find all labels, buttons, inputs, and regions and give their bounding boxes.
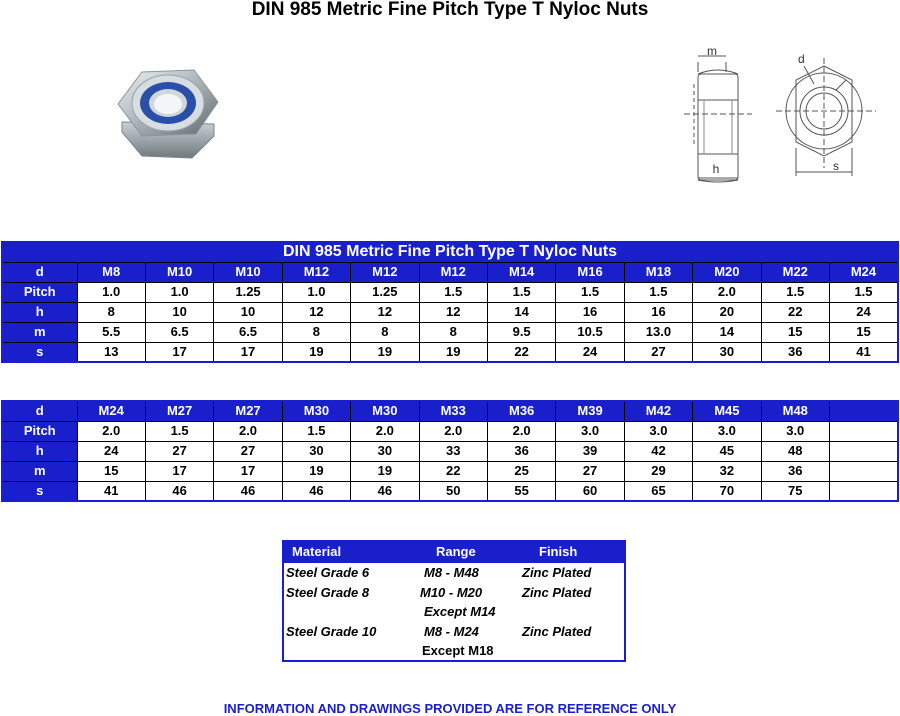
value-cell: 25 [487,461,555,481]
range-grade10: M8 - M24 [424,624,479,639]
value-cell: 65 [624,481,692,501]
row-label: s [2,481,77,501]
value-cell: 9.5 [487,322,555,342]
value-cell: 50 [419,481,487,501]
size-cell: M12 [282,262,350,282]
value-cell: 24 [829,302,898,322]
value-cell: 12 [419,302,487,322]
label-d: d [798,52,805,66]
row-label: h [2,302,77,322]
material-table [282,540,626,662]
table-row [2,441,898,461]
value-cell: 27 [624,342,692,362]
dimension-table-1 [1,241,899,363]
value-cell: 3.0 [556,421,624,441]
row-label: h [2,441,77,461]
value-cell: 16 [624,302,692,322]
value-cell: 30 [351,441,419,461]
nut-technical-drawing [676,44,888,190]
value-cell: 41 [77,481,145,501]
value-cell: 8 [77,302,145,322]
material-grade10: Steel Grade 10 [286,624,377,639]
value-cell: 15 [761,322,829,342]
value-cell: 2.0 [487,421,555,441]
value-cell: 42 [624,441,692,461]
size-cell: M30 [282,401,350,421]
value-cell: 1.5 [624,282,692,302]
value-cell: 13 [77,342,145,362]
size-cell: M8 [77,262,145,282]
size-cell: M10 [214,262,282,282]
table-row [2,322,898,342]
header-finish: Finish [539,544,578,559]
value-cell: 19 [282,342,350,362]
value-cell: 27 [556,461,624,481]
size-cell: M36 [487,401,555,421]
note-grade10: Except M18 [422,643,494,658]
table-row [2,262,898,282]
value-cell [829,441,898,461]
table-caption: DIN 985 Metric Fine Pitch Type T Nyloc Nuts [2,242,898,262]
value-cell: 6.5 [145,322,213,342]
value-cell: 17 [214,342,282,362]
material-grade6: Steel Grade 6 [286,565,370,580]
value-cell: 1.5 [556,282,624,302]
value-cell: 8 [351,322,419,342]
row-label: d [2,262,77,282]
value-cell: 70 [693,481,761,501]
size-cell: M48 [761,401,829,421]
value-cell: 1.5 [419,282,487,302]
value-cell: 16 [556,302,624,322]
header-range: Range [436,544,476,559]
value-cell: 27 [145,441,213,461]
value-cell: 60 [556,481,624,501]
value-cell: 48 [761,441,829,461]
material-table-header [284,542,624,563]
row-label: s [2,342,77,362]
value-cell: 1.5 [829,282,898,302]
value-cell: 3.0 [624,421,692,441]
value-cell: 19 [351,342,419,362]
value-cell: 5.5 [77,322,145,342]
value-cell: 1.5 [487,282,555,302]
table-row [2,302,898,322]
size-cell: M14 [487,262,555,282]
value-cell: 46 [214,481,282,501]
table-row [2,282,898,302]
size-cell: M27 [145,401,213,421]
value-cell: 13.0 [624,322,692,342]
size-cell: M30 [351,401,419,421]
value-cell: 22 [419,461,487,481]
nyloc-nut-photo [112,66,222,170]
table-row [2,401,898,421]
value-cell: 19 [351,461,419,481]
value-cell: 1.0 [282,282,350,302]
value-cell: 41 [829,342,898,362]
row-label: Pitch [2,421,77,441]
value-cell: 14 [487,302,555,322]
value-cell: 2.0 [351,421,419,441]
value-cell: 36 [761,342,829,362]
value-cell: 10 [145,302,213,322]
dimension-table-2 [1,400,899,502]
label-h: h [712,162,720,176]
value-cell: 1.5 [145,421,213,441]
size-cell: M12 [419,262,487,282]
row-label: d [2,401,77,421]
value-cell: 24 [77,441,145,461]
value-cell: 1.0 [145,282,213,302]
value-cell: 15 [77,461,145,481]
size-cell: M33 [419,401,487,421]
value-cell: 12 [351,302,419,322]
table-row [2,421,898,441]
size-cell: M24 [829,262,898,282]
value-cell: 17 [214,461,282,481]
value-cell: 17 [145,342,213,362]
value-cell: 14 [693,322,761,342]
page-title: DIN 985 Metric Fine Pitch Type T Nyloc Nuts [251,0,649,20]
size-cell: M10 [145,262,213,282]
value-cell: 6.5 [214,322,282,342]
finish-grade8: Zinc Plated [522,585,592,600]
value-cell: 24 [556,342,624,362]
size-cell: M42 [624,401,692,421]
size-cell: M18 [624,262,692,282]
value-cell: 10 [214,302,282,322]
value-cell: 20 [693,302,761,322]
value-cell: 2.0 [693,282,761,302]
value-cell: 19 [282,461,350,481]
label-s: s [833,159,839,173]
label-m: m [707,44,717,58]
value-cell: 75 [761,481,829,501]
size-cell: M20 [693,262,761,282]
table-row [2,342,898,362]
value-cell: 36 [761,461,829,481]
finish-grade6: Zinc Plated [522,565,592,580]
table-row [2,461,898,481]
value-cell: 17 [145,461,213,481]
note-grade8: Except M14 [424,604,496,619]
value-cell: 33 [419,441,487,461]
value-cell: 29 [624,461,692,481]
value-cell: 1.25 [214,282,282,302]
value-cell: 45 [693,441,761,461]
value-cell: 55 [487,481,555,501]
value-cell: 46 [145,481,213,501]
value-cell: 8 [419,322,487,342]
value-cell: 39 [556,441,624,461]
value-cell: 22 [761,302,829,322]
table-row [2,481,898,501]
size-cell: M27 [214,401,282,421]
value-cell: 46 [351,481,419,501]
value-cell: 1.5 [282,421,350,441]
value-cell: 22 [487,342,555,362]
value-cell: 19 [419,342,487,362]
value-cell [829,481,898,501]
value-cell: 1.0 [77,282,145,302]
size-cell: M12 [351,262,419,282]
size-cell [829,401,898,421]
value-cell: 3.0 [761,421,829,441]
row-label: m [2,322,77,342]
value-cell: 10.5 [556,322,624,342]
value-cell: 1.25 [351,282,419,302]
value-cell: 36 [487,441,555,461]
value-cell: 2.0 [77,421,145,441]
size-cell: M45 [693,401,761,421]
value-cell: 1.5 [761,282,829,302]
reference-disclaimer: INFORMATION AND DRAWINGS PROVIDED ARE FOR REFERENCE ONLY [223,701,677,716]
row-label: Pitch [2,282,77,302]
range-grade6: M8 - M48 [424,565,479,580]
header-material: Material [292,544,342,559]
value-cell: 27 [214,441,282,461]
value-cell: 8 [282,322,350,342]
value-cell: 2.0 [419,421,487,441]
material-grade8: Steel Grade 8 [286,585,370,600]
value-cell: 32 [693,461,761,481]
value-cell [829,461,898,481]
size-cell: M39 [556,401,624,421]
value-cell: 30 [693,342,761,362]
finish-grade10: Zinc Plated [522,624,592,639]
size-cell: M22 [761,262,829,282]
value-cell: 12 [282,302,350,322]
value-cell: 2.0 [214,421,282,441]
row-label: m [2,461,77,481]
range-grade8: M10 - M20 [420,585,483,600]
value-cell: 46 [282,481,350,501]
size-cell: M16 [556,262,624,282]
value-cell: 30 [282,441,350,461]
value-cell: 3.0 [693,421,761,441]
size-cell: M24 [77,401,145,421]
value-cell [829,421,898,441]
value-cell: 15 [829,322,898,342]
